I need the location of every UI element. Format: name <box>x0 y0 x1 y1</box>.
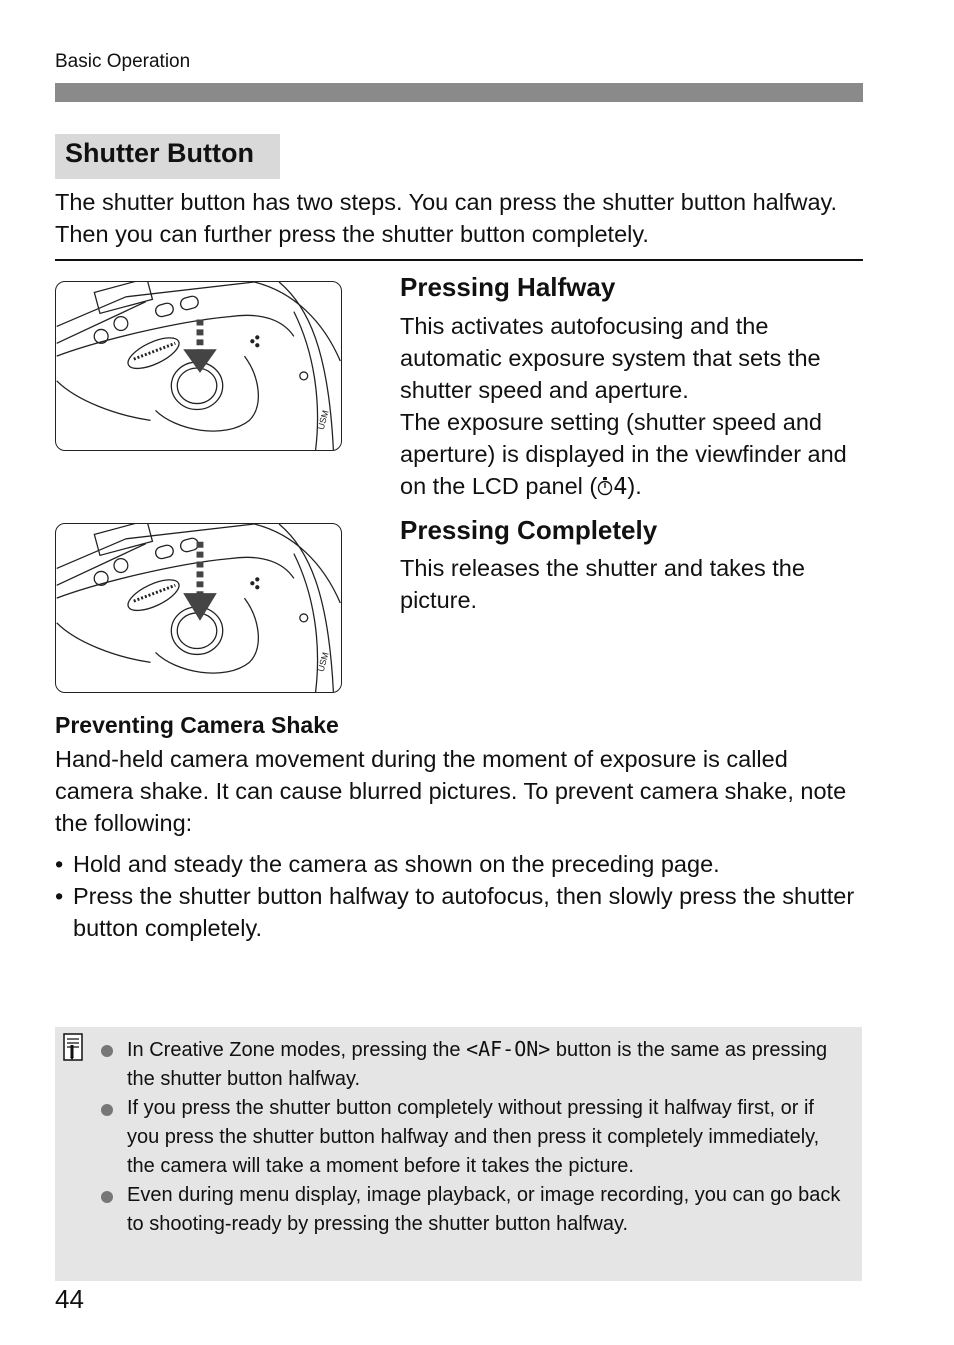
af-on-button-label: <AF-ON> <box>466 1037 551 1061</box>
running-header: Basic Operation <box>55 51 191 72</box>
divider-rule <box>55 259 863 261</box>
stopwatch-icon <box>597 475 613 497</box>
page-number: 44 <box>55 1284 84 1314</box>
halfway-text-1: This activates autofocusing and the automatic exposure system that sets the shutter speed and aperture. <box>400 313 821 403</box>
halfway-description <box>400 310 862 502</box>
svg-text:USM: USM <box>315 409 331 431</box>
header-bar <box>55 83 863 102</box>
notes-list <box>101 1035 846 1239</box>
list-item: • Press the shutter button halfway to autofocus, then slowly press the shutter button completely. <box>55 880 855 944</box>
camera-illustration-halfway <box>55 281 342 451</box>
section-title: Shutter Button <box>55 134 280 179</box>
svg-text:USM: USM <box>315 651 331 673</box>
camera-shake-list <box>55 848 855 944</box>
camera-shake-title: Preventing Camera Shake <box>55 712 339 738</box>
memo-icon <box>63 1033 83 1061</box>
list-item: In Creative Zone modes, pressing the <AF-ON> button is the same as pressing the shutter button halfway. <box>101 1035 846 1094</box>
camera-shake-text: Hand-held camera movement during the moment of exposure is called camera shake. It can cause blurred pictures. To prevent camera shake, note the following: <box>55 746 847 836</box>
list-item: • Hold and steady the camera as shown on the preceding page. <box>55 848 855 880</box>
completely-title: Pressing Completely <box>400 515 658 545</box>
intro-paragraph: The shutter button has two steps. You can press the shutter button halfway. Then you can further press the shutter button completely. <box>55 189 838 247</box>
list-item: Even during menu display, image playback, or image recording, you can go back to shooting-ready by pressing the shutter button halfway. <box>101 1181 846 1239</box>
list-item: If you press the shutter button completely without pressing it halfway first, or if you press the shutter button halfway and then press it completely immediately, the camera will take a moment before it takes the picture. <box>101 1094 846 1181</box>
completely-description: This releases the shutter and takes the picture. <box>400 555 805 613</box>
page-reference[interactable]: 4 <box>613 472 628 500</box>
camera-illustration-completely <box>55 523 342 693</box>
halfway-title: Pressing Halfway <box>400 272 616 302</box>
notes-box <box>55 1027 862 1281</box>
halfway-text-2: The exposure setting (shutter speed and aperture) is displayed in the viewfinder and on the LCD panel ( 4). <box>400 409 847 500</box>
